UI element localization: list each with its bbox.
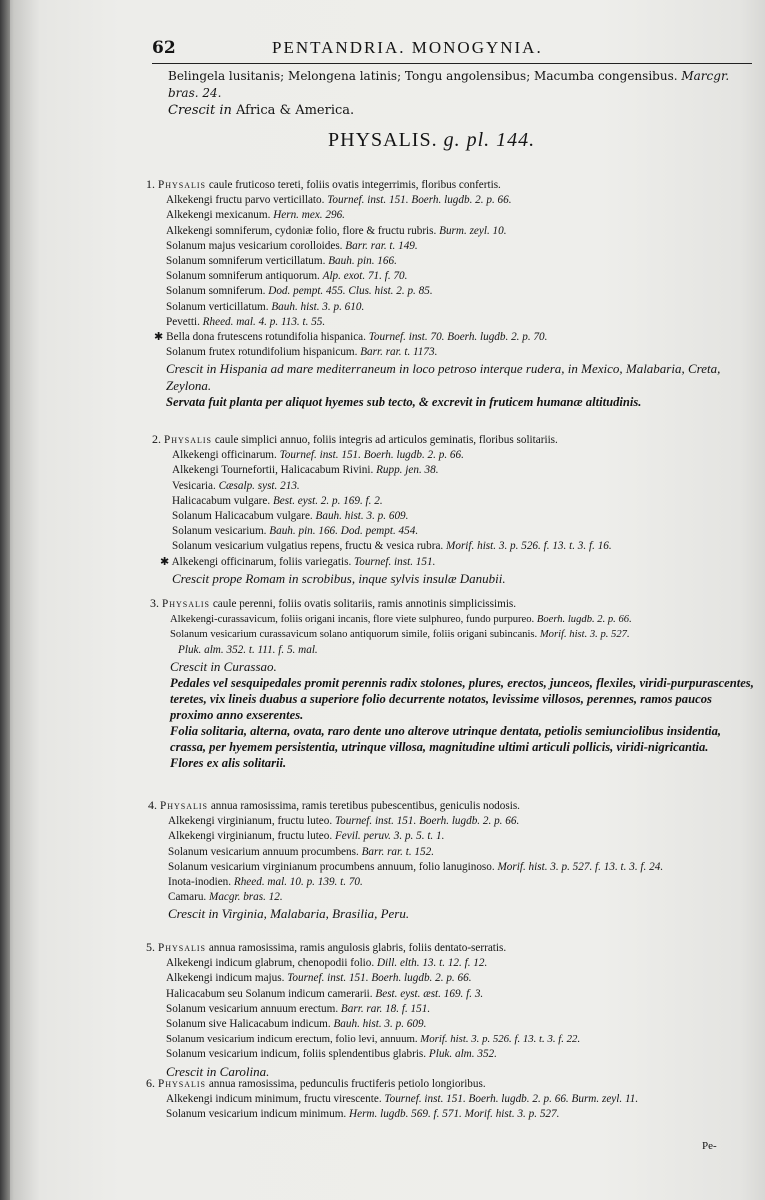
synonym-line: ✱ Bella dona frutescens rotundifolia hispanica. Tournef. inst. 70. Boerh. lugdb. 2. p. 70. <box>154 331 548 344</box>
synonym-line: Solanum vesicarium indicum erectum, folio levi, annuum. Morif. hist. 3. p. 526. f. 13. t. 3. f. 22. <box>166 1033 581 1046</box>
synonym-line: Vesicaria. Cæsalp. syst. 213. <box>172 479 300 492</box>
synonym-line: Solanum frutex rotundifolium hispanicum. Barr. rar. t. 1173. <box>166 346 438 359</box>
habitat-line: Crescit in Virginia, Malabaria, Brasilia, Peru. <box>168 906 410 922</box>
synonym-line: Alkekengi indicum minimum, fructu virescente. Tournef. inst. 151. Boerh. lugdb. 2. p. 66. Burm. zeyl. 11. <box>166 1093 639 1106</box>
species-diagnosis: 5. Physalis annua ramosissima, ramis angulosis glabris, foliis dentato-serratis. <box>146 940 507 954</box>
intro-line-2: Crescit in Africa & America. <box>168 103 355 118</box>
synonym-line: Solanum sive Halicacabum indicum. Bauh. hist. 3. p. 609. <box>166 1018 427 1031</box>
species-diagnosis: 6. Physalis annua ramosissima, pedunculis fructiferis petiolo longioribus. <box>146 1076 486 1090</box>
synonym-line: Pluk. alm. 352. t. 111. f. 5. mal. <box>178 643 318 656</box>
catchword: Pe- <box>702 1140 717 1152</box>
species-entry-5 <box>146 940 756 1080</box>
species-diagnosis: 3. Physalis caule perenni, foliis ovatis solitariis, ramis annotinis simplicissimis. <box>150 596 517 610</box>
species-diagnosis: 2. Physalis caule simplici annuo, foliis integris ad articulos geminatis, floribus solitariis. <box>152 432 558 446</box>
synonym-line: ✱ Alkekengi officinarum, foliis variegatis. Tournef. inst. 151. <box>160 555 436 568</box>
habitat-line: Crescit in Curassao. <box>170 658 277 674</box>
intro-block <box>168 68 748 119</box>
species-entry-2 <box>152 432 756 587</box>
synonym-line: Solanum vesicarium annuum erectum. Barr. rar. 18. f. 151. <box>166 1002 431 1015</box>
synonym-line: Alkekengi Tournefortii, Halicacabum Rivini. Rupp. jen. 38. <box>172 464 439 477</box>
synonym-line: Camaru. Macgr. bras. 12. <box>168 891 283 904</box>
synonym-line: Solanum majus vesicarium corolloides. Barr. rar. t. 149. <box>166 239 418 252</box>
synonym-line: Solanum somniferum. Dod. pempt. 455. Clus. hist. 2. p. 85. <box>166 285 433 298</box>
description-note: Pedales vel sesquipedales promit perennis radix stolones, plures, erectos, junceos, flexiles, viridi-purpurascentes, teretes, vix lineis duabus a superiore folio decurrente notatos, levissime villosos, perennes, ramos paucos proximo anno exserentes. <box>170 675 754 722</box>
synonym-line: Alkekengi somniferum, cydoniæ folio, flore & fructu rubris. Burm. zeyl. 10. <box>166 224 507 237</box>
synonym-line: Alkekengi indicum glabrum, chenopodii folio. Dill. elth. 13. t. 12. f. 12. <box>166 957 488 970</box>
species-diagnosis: 1. Physalis caule fruticoso tereti, foliis ovatis integerrimis, floribus confertis. <box>146 177 501 191</box>
asterisk-marker: ✱ <box>160 555 172 568</box>
habitat-line: Crescit in Carolina. <box>166 1063 270 1079</box>
synonym-line: Solanum vesicarium indicum, foliis splendentibus glabris. Pluk. alm. 352. <box>166 1048 497 1061</box>
genus-name: PHYSALIS. <box>328 129 444 151</box>
synonym-line: Solanum verticillatum. Bauh. hist. 3. p. 610. <box>166 300 365 313</box>
synonym-line: Solanum vesicarium virginianum procumbens annuum, folio lanuginoso. Morif. hist. 3. p. 527. f. 13. t. 3. f. 24. <box>168 860 664 873</box>
description-note: Folia solitaria, alterna, ovata, raro dente uno alterove utrinque dentata, petiolis semiunciolibus insidentia, crassa, per hyemem persistentia, utrinque villosa, magnitudine ultimi articuli pollicis, viridi-nigricantia. <box>170 723 722 754</box>
synonym-line: Alkekengi indicum majus. Tournef. inst. 151. Boerh. lugdb. 2. p. 66. <box>166 972 472 985</box>
description-note: Flores ex alis solitarii. <box>170 755 287 770</box>
synonym-line: Alkekengi virginianum, fructu luteo. Tournef. inst. 151. Boerh. lugdb. 2. p. 66. <box>168 815 520 828</box>
observation-note: Servata fuit planta per aliquot hyemes sub tecto, & excrevit in fruticem humanæ altitudinis. <box>166 395 642 410</box>
habitat-line: Crescit in Hispania ad mare mediterraneum in loco petroso interque rudera, in Mexico, Malabaria, Creta, Zeylona. <box>166 361 721 394</box>
synonym-line: Solanum vesicarium indicum minimum. Herm. lugdb. 569. f. 571. Morif. hist. 3. p. 527. <box>166 1108 560 1121</box>
synonym-line: Solanum somniferum verticillatum. Bauh. pin. 166. <box>166 255 397 268</box>
synonym-line: Alkekengi mexicanum. Hern. mex. 296. <box>166 209 345 222</box>
synonym-line: Alkekengi fructu parvo verticillato. Tournef. inst. 151. Boerh. lugdb. 2. p. 66. <box>166 194 512 207</box>
synonym-line: Solanum somniferum antiquorum. Alp. exot. 71. f. 70. <box>166 270 408 283</box>
synonym-line: Solanum vesicarium vulgatius repens, fructu & vesica rubra. Morif. hist. 3. p. 526. f. 13. t. 3. f. 16. <box>172 540 612 553</box>
species-diagnosis: 4. Physalis annua ramosissima, ramis teretibus pubescentibus, geniculis nodosis. <box>148 798 520 812</box>
page-header <box>152 38 752 64</box>
synonym-line: Halicacabum seu Solanum indicum camerarii. Best. eyst. æst. 169. f. 3. <box>166 987 484 1000</box>
running-title: PENTANDRIA. MONOGYNIA. <box>272 38 543 57</box>
genus-ref: g. pl. 144. <box>443 129 536 151</box>
synonym-line: Alkekengi officinarum. Tournef. inst. 151. Boerh. lugdb. 2. p. 66. <box>172 449 464 462</box>
intro-line-1: Belingela lusitanis; Melongena latinis; Tongu angolensibus; Macumba congensibus. Marcgr. bras. 24. <box>168 69 730 100</box>
synonym-line: Alkekengi-curassavicum, foliis origani incanis, flore viete sulphureo, fundo purpureo. Boerh. lugdb. 2. p. 66. <box>170 614 632 626</box>
asterisk-marker: ✱ <box>154 331 167 344</box>
species-entry-4 <box>148 798 756 922</box>
synonym-line: Solanum vesicarium annuum procumbens. Barr. rar. t. 152. <box>168 845 434 858</box>
synonym-line: Inota-inodien. Rheed. mal. 10. p. 139. t. 70. <box>168 876 363 889</box>
synonym-line: Solanum vesicarium curassavicum solano antiquorum simile, foliis origani subincanis. Morif. hist. 3. p. 527. <box>170 629 630 641</box>
header-rule <box>152 63 752 64</box>
synonym-line: Solanum Halicacabum vulgare. Bauh. hist. 3. p. 609. <box>172 510 409 523</box>
habitat-line: Crescit prope Romam in scrobibus, inque sylvis insulæ Danubii. <box>172 570 506 586</box>
synonym-line: Pevetti. Rheed. mal. 4. p. 113. t. 55. <box>166 315 326 328</box>
synonym-line: Alkekengi virginianum, fructu luteo. Fevil. peruv. 3. p. 5. t. 1. <box>168 830 445 843</box>
genus-heading <box>328 129 535 152</box>
page-number: 62 <box>152 38 176 58</box>
species-entry-1 <box>146 177 756 410</box>
synonym-line: Solanum vesicarium. Bauh. pin. 166. Dod. pempt. 454. <box>172 525 419 538</box>
synonym-line: Halicacabum vulgare. Best. eyst. 2. p. 169. f. 2. <box>172 494 383 507</box>
species-entry-6 <box>146 1076 756 1123</box>
book-spine-shadow <box>0 0 10 1200</box>
species-entry-3 <box>150 596 756 771</box>
